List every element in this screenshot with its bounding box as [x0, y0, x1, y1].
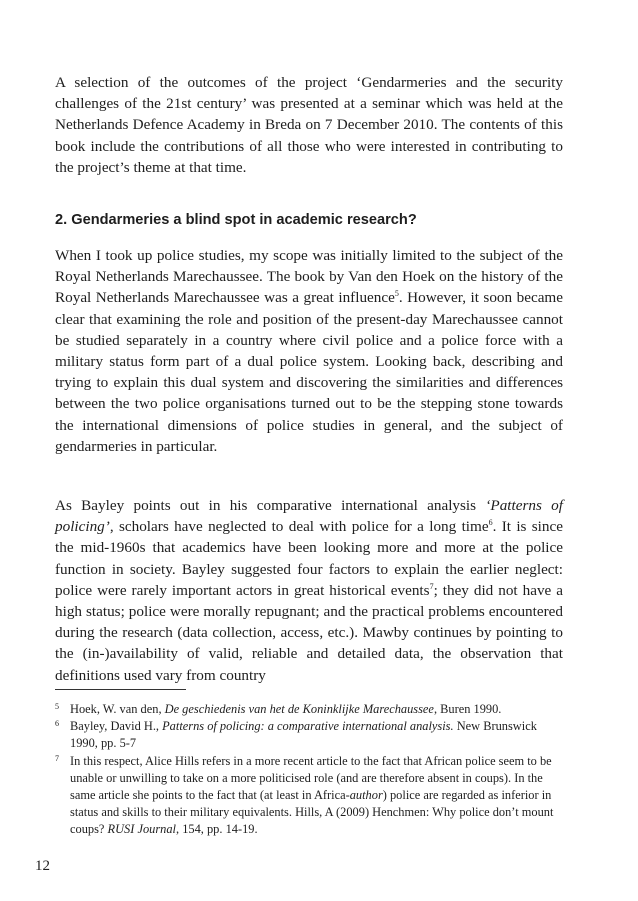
footnote-title: Patterns of policing: a comparative international analysis.: [162, 719, 454, 734]
footnote-5: [55, 701, 563, 718]
paragraph-police-studies: [55, 245, 563, 457]
footnote-7: [55, 753, 563, 839]
paragraph-text: , scholars have neglected to deal with police for a long time: [109, 518, 489, 536]
footnote-text: In this respect, Alice Hills refers in a more recent article to the fact that African police seem to be unable or unwilling to take on a more politicised role (and are therefore absent in coups). In the same article she points to the fact that (at least in Africa-: [70, 753, 552, 803]
section-heading: 2. Gendarmeries a blind spot in academic research?: [55, 212, 417, 228]
footnote-reference-6[interactable]: 6: [488, 518, 493, 528]
journal-title: RUSI Journal: [107, 822, 176, 837]
footnotes: [55, 701, 563, 839]
footnote-text: ) police are regarded as inferior in status and skills to their military equivalents. Hills, A (2009) Henchmen: Why police don’t mount coups?: [70, 788, 554, 837]
footnote-italic: author: [349, 788, 383, 803]
footnote-number: 6: [55, 719, 59, 729]
page-number: 12: [35, 858, 50, 874]
footnote-number: 7: [55, 753, 59, 763]
footnote-text: Hoek, W. van den,: [70, 702, 165, 716]
book-title: ‘Patterns of policing’: [55, 497, 563, 536]
footnote-number: 5: [55, 702, 59, 711]
footnote-reference-5[interactable]: 5: [394, 289, 399, 299]
footnote-text: , Buren 1990.: [433, 702, 502, 716]
footnote-6: [55, 718, 563, 752]
footnote-title: De geschiedenis van het de Koninklijke Marechaussee: [164, 702, 434, 716]
paragraph-text: . It is since the mid-1960s that academics have been looking more and more at the police function in society. Bayley suggested four factors to explain the earlier neglect: police were rarely important actors in great historical events: [55, 518, 563, 599]
paragraph-intro: A selection of the outcomes of the project ‘Gendarmeries and the security challenges of the 21st century’ was presented at a seminar which was held at the Netherlands Defence Academy in Breda on 7 December 2010. The contents of this book include the contributions of all those who were interested in contributing to the project’s theme at that time.: [55, 74, 563, 176]
footnote-text: Bayley, David H.,: [70, 719, 163, 734]
paragraph-bayley: [55, 495, 563, 686]
footnote-text: New Brunswick 1990, pp. 5-7: [70, 719, 537, 751]
footnote-text: , 154, pp. 14-19.: [176, 822, 258, 837]
paragraph-text: As Bayley points out in his comparative international analysis: [55, 497, 486, 514]
paragraph-text: ; they did not have a high status; police were morally repugnant; and the practical problems encountered during the research (data collection, access, etc.). Mawby continues by pointing to the (in-)availability of valid, reliable and detailed data, the observation that definitions used vary from country: [55, 581, 563, 684]
paragraph-text: . However, it soon became clear that examining the role and position of the present-day Marechaussee cannot be studied separately in a country where civil police and a police force with a military status form part of a dual police system. Looking back, describing and trying to explain this dual system and discovering the similarities and differences between the two police organisations turned out to be the stepping stone towards the international dimensions of police studies in general, and the subject of gendarmeries in particular.: [55, 289, 563, 455]
paragraph-text: When I took up police studies, my scope was initially limited to the subject of the Royal Netherlands Marechaussee. The book by Van den Hoek on the history of the Royal Netherlands Marechaussee was a great influence: [55, 247, 563, 307]
footnote-reference-7[interactable]: 7: [429, 581, 434, 591]
footnote-separator: [55, 689, 186, 690]
